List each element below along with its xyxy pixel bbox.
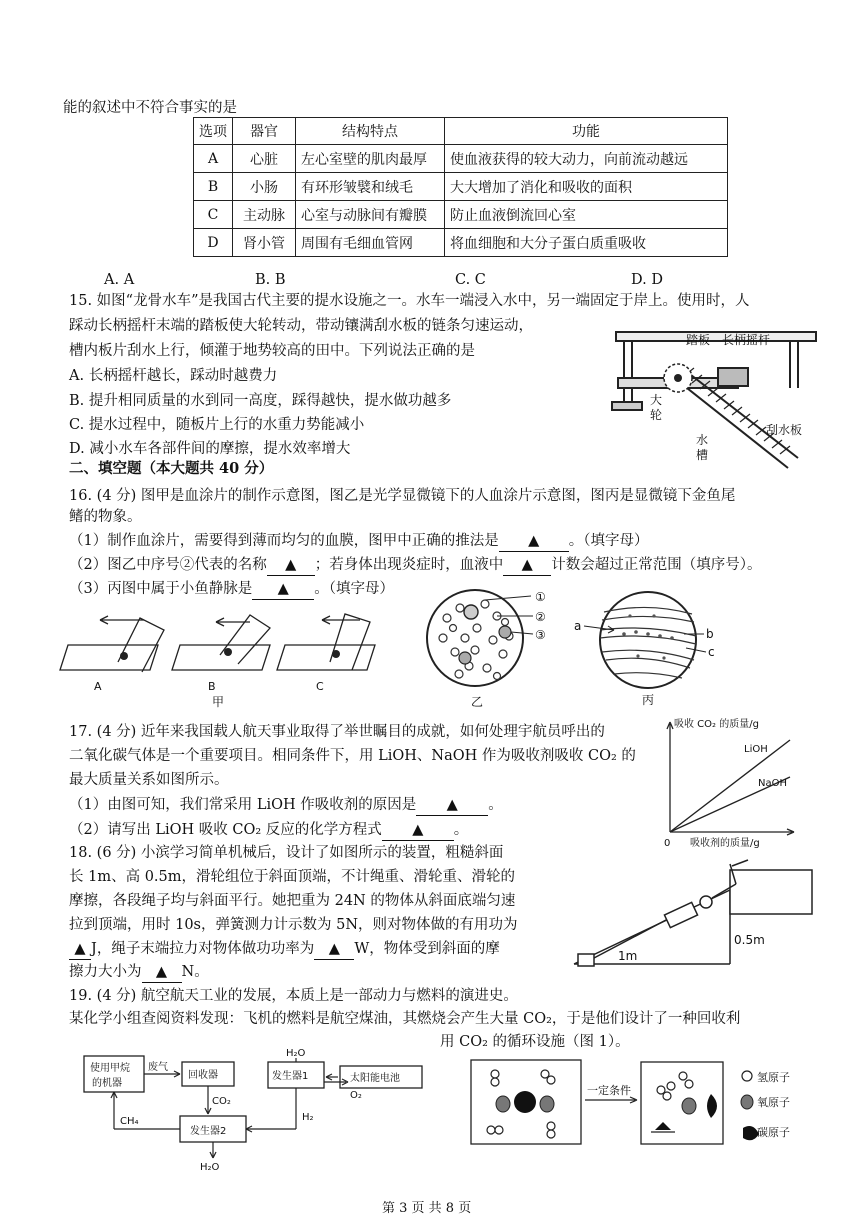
q16-part-2-tail: 计数会超过正常范围（填序号）。 (551, 557, 762, 573)
table-cell: B (194, 173, 233, 201)
q18-line-6 (69, 962, 209, 983)
fish-fin-figure-bing (574, 590, 724, 712)
molecule-model (465, 1056, 825, 1152)
q17-stem-1: 17. (4 分) 近年来我国载人航天事业取得了举世瞩目的成就，如何处理宇航员呼出的 (69, 724, 605, 740)
co2-cycle-diagram (80, 1048, 450, 1173)
vessel-label-b: b (706, 627, 714, 641)
table-cell: 使血液获得的较大动力，向前流动越远 (445, 145, 728, 173)
chart-xlabel: 吸收剂的质量/g (690, 838, 760, 849)
q14-option-b: B. B (255, 272, 286, 288)
q17-part-2-text: （2）请写出 LiOH 吸收 CO₂ 反应的化学方程式 (69, 822, 382, 838)
vessel-label-a: a (574, 619, 582, 633)
board-label: 刮水板 (766, 423, 803, 437)
answer-blank[interactable]: ▲ (382, 820, 454, 841)
table-header: 器官 (233, 118, 296, 145)
water-wheel-figure (598, 318, 828, 473)
section-2-title: 二、填空题（本大题共 40 分） (69, 460, 274, 477)
table-cell: C (194, 201, 233, 229)
smear-marker-1: ① (535, 590, 546, 604)
q16-part-2-text: （2）图乙中序号②代表的名称 (69, 557, 267, 573)
machine-label-2: 的机器 (92, 1078, 122, 1089)
q14-stem-tail: 能的叙述中不符合事实的是 (63, 100, 237, 116)
series-label-naoh: NaOH (758, 778, 787, 789)
answer-blank[interactable]: ▲ (252, 579, 314, 600)
recycler-label: 回收器 (188, 1070, 218, 1081)
q17-part-2 (69, 820, 468, 841)
co2-arrow-label: CO₂ (212, 1096, 231, 1107)
incline-height-label: 0.5m (734, 933, 765, 947)
table-row (194, 201, 728, 229)
smear-marker-2: ② (535, 610, 546, 624)
ch4-arrow-label: CH₄ (120, 1116, 139, 1127)
co2-absorption-chart (660, 714, 800, 854)
machine-label-1: 使用甲烷 (90, 1063, 130, 1074)
h2-arrow-label: H₂ (302, 1112, 314, 1123)
solar-cell-label: 太阳能电池 (350, 1073, 400, 1084)
legend-oxygen: 氧原子 (757, 1096, 790, 1109)
q15-option-a: A. 长柄摇杆越长，踩动时越费力 (69, 368, 278, 384)
table-cell: 心脏 (233, 145, 296, 173)
incline-length-label: 1m (618, 949, 638, 963)
table-cell: 将血细胞和大分子蛋白质重吸收 (445, 229, 728, 257)
q16-part-3 (69, 579, 394, 600)
q16-part-2-mid: ；若身体出现炎症时，血液中 (314, 557, 504, 573)
q15-stem-3: 槽内板片刮水上行，倾灌于地势较高的田中。下列说法正确的是 (69, 343, 475, 359)
q16-stem-1: 16. (4 分) 图甲是血涂片的制作示意图，图乙是光学显微镜下的人血涂片示意图，图丙是显微镜下金鱼尾 (69, 488, 736, 504)
generator-2-label: 发生器2 (190, 1126, 227, 1137)
table-row (194, 145, 728, 173)
table-header-row (194, 118, 728, 145)
trough-label-1: 水 (696, 433, 709, 447)
q18-line-5 (69, 939, 500, 960)
q17-part-1-text: （1）由图可知，我们常采用 LiOH 作吸收剂的原因是 (69, 797, 417, 813)
water-in-label: H₂O (286, 1048, 306, 1059)
smear-label-c: C (316, 680, 324, 693)
answer-blank[interactable]: ▲ (69, 939, 91, 960)
q17-part-2-tail: 。 (453, 822, 469, 838)
table-cell: 大大增加了消化和吸收的面积 (445, 173, 728, 201)
legend-carbon: 碳原子 (757, 1126, 790, 1139)
q16-part-1-tail: 。（填字母） (568, 533, 649, 549)
q14-table (193, 117, 728, 257)
table-row (194, 173, 728, 201)
answer-blank[interactable]: ▲ (503, 555, 551, 576)
q17-stem-3: 最大质量关系如图所示。 (69, 772, 229, 788)
chart-ylabel: 吸收 CO₂ 的质量/g (674, 719, 759, 730)
q15-stem-2: 踩动长柄摇杆末端的踏板使大轮转动，带动镶满刮水板的链条匀速运动， (69, 318, 533, 334)
answer-blank[interactable]: ▲ (267, 555, 315, 576)
table-cell: 有环形皱襞和绒毛 (296, 173, 445, 201)
q19-line-1: 19. (4 分) 航空航天工业的发展，本质上是一部动力与燃料的演进史。 (69, 988, 518, 1004)
table-header: 结构特点 (296, 118, 445, 145)
table-cell: 主动脉 (233, 201, 296, 229)
wheel-label-1: 大 (650, 393, 663, 407)
table-row (194, 229, 728, 257)
q18-line-5-text: J，绳子末端拉力对物体做功功率为 (91, 941, 315, 957)
q19-line-2: 某化学小组查阅资料发现：飞机的燃料是航空煤油，其燃烧会产生大量 CO₂，于是他们设计了一种回收利 (69, 1011, 741, 1027)
table-cell: D (194, 229, 233, 257)
blood-smear-figure-yi (425, 588, 565, 710)
waste-gas-label: 废气 (148, 1062, 168, 1073)
fin-caption: 丙 (642, 693, 655, 707)
q17-stem-2: 二氧化碳气体是一个重要项目。相同条件下，用 LiOH、NaOH 作为吸收剂吸收 CO₂ 的 (69, 748, 636, 764)
table-header: 选项 (194, 118, 233, 145)
q15-option-c: C. 提水过程中，随板片上行的水重力势能减小 (69, 417, 365, 433)
q15-stem-1: 15. 如图“龙骨水车”是我国古代主要的提水设施之一。水车一端浸入水中，另一端固定于岸上。使用时，人 (69, 293, 750, 309)
table-cell: 心室与动脉间有瓣膜 (296, 201, 445, 229)
generator-1-label: 发生器1 (272, 1071, 309, 1082)
table-cell: 防止血液倒流回心室 (445, 201, 728, 229)
q16-part-2 (69, 555, 761, 576)
smear-caption: 甲 (212, 695, 225, 709)
smear-yi-caption: 乙 (471, 695, 484, 709)
incline-figure (570, 860, 820, 980)
wheel-label-2: 轮 (650, 408, 663, 422)
table-cell: 小肠 (233, 173, 296, 201)
table-cell: 左心室壁的肌肉最厚 (296, 145, 445, 173)
q16-part-1 (69, 531, 648, 552)
q19-line-3: 用 CO₂ 的循环设施（图 1）。 (440, 1034, 630, 1050)
answer-blank[interactable]: ▲ (499, 531, 569, 552)
q15-option-b: B. 提升相同质量的水到同一高度，踩得越快，提水做功越多 (69, 393, 452, 409)
q18-line-5-tail: W，物体受到斜面的摩 (354, 941, 500, 957)
answer-blank[interactable]: ▲ (416, 795, 488, 816)
series-label-lioh: LiOH (744, 744, 768, 755)
smear-marker-3: ③ (535, 628, 546, 642)
smear-label-a: A (94, 680, 102, 693)
q16-part-1-text: （1）制作血涂片，需要得到薄而均匀的血膜，图甲中正确的推法是 (69, 533, 499, 549)
table-cell: 肾小管 (233, 229, 296, 257)
q18-line-6-tail: N。 (181, 964, 209, 980)
pedal-label: 踏板 (686, 333, 711, 347)
q14-option-d: D. D (631, 272, 663, 288)
chart-origin: 0 (664, 838, 671, 849)
smear-label-b: B (208, 680, 216, 693)
vessel-label-c: c (708, 645, 715, 659)
q15-option-d: D. 减小水车各部件间的摩擦，提水效率增大 (69, 441, 351, 457)
q16-part-3-tail: 。（填字母） (314, 581, 394, 597)
crank-label: 长柄摇杆 (722, 333, 771, 347)
page-footer: 第 3 页 共 8 页 (382, 1201, 472, 1216)
o2-arrow-label: O₂ (350, 1090, 362, 1101)
q18-line-6-text: 擦力大小为 (69, 964, 142, 980)
q18-line-4: 拉到顶端，用时 10s，弹簧测力计示数为 5N，则对物体做的有用功为 (69, 917, 518, 933)
table-cell: A (194, 145, 233, 173)
q17-part-1-tail: 。 (488, 797, 503, 813)
table-cell: 周围有毛细血管网 (296, 229, 445, 257)
water-out-label: H₂O (200, 1162, 220, 1173)
trough-label-2: 槽 (696, 448, 709, 462)
q18-line-3: 摩擦，各段绳子均与斜面平行。她把重为 24N 的物体从斜面底端匀速 (69, 893, 516, 909)
answer-blank[interactable]: ▲ (142, 962, 182, 983)
legend-hydrogen: 氢原子 (757, 1071, 790, 1084)
q17-part-1 (69, 795, 503, 816)
q16-stem-2: 鳍的物象。 (69, 509, 142, 525)
q18-line-1: 18. (6 分) 小滨学习简单机械后，设计了如图所示的装置，粗糙斜面 (69, 845, 504, 861)
answer-blank[interactable]: ▲ (314, 939, 354, 960)
q18-line-2: 长 1m、高 0.5m，滑轮组位于斜面顶端，不计绳重、滑轮重、滑轮的 (69, 869, 516, 885)
smear-figure-jia (60, 600, 400, 710)
q14-option-a: A. A (104, 272, 135, 288)
q14-option-c: C. C (455, 272, 486, 288)
table-header: 功能 (445, 118, 728, 145)
q16-part-3-text: （3）丙图中属于小鱼静脉是 (69, 581, 253, 597)
condition-label: 一定条件 (587, 1084, 631, 1097)
